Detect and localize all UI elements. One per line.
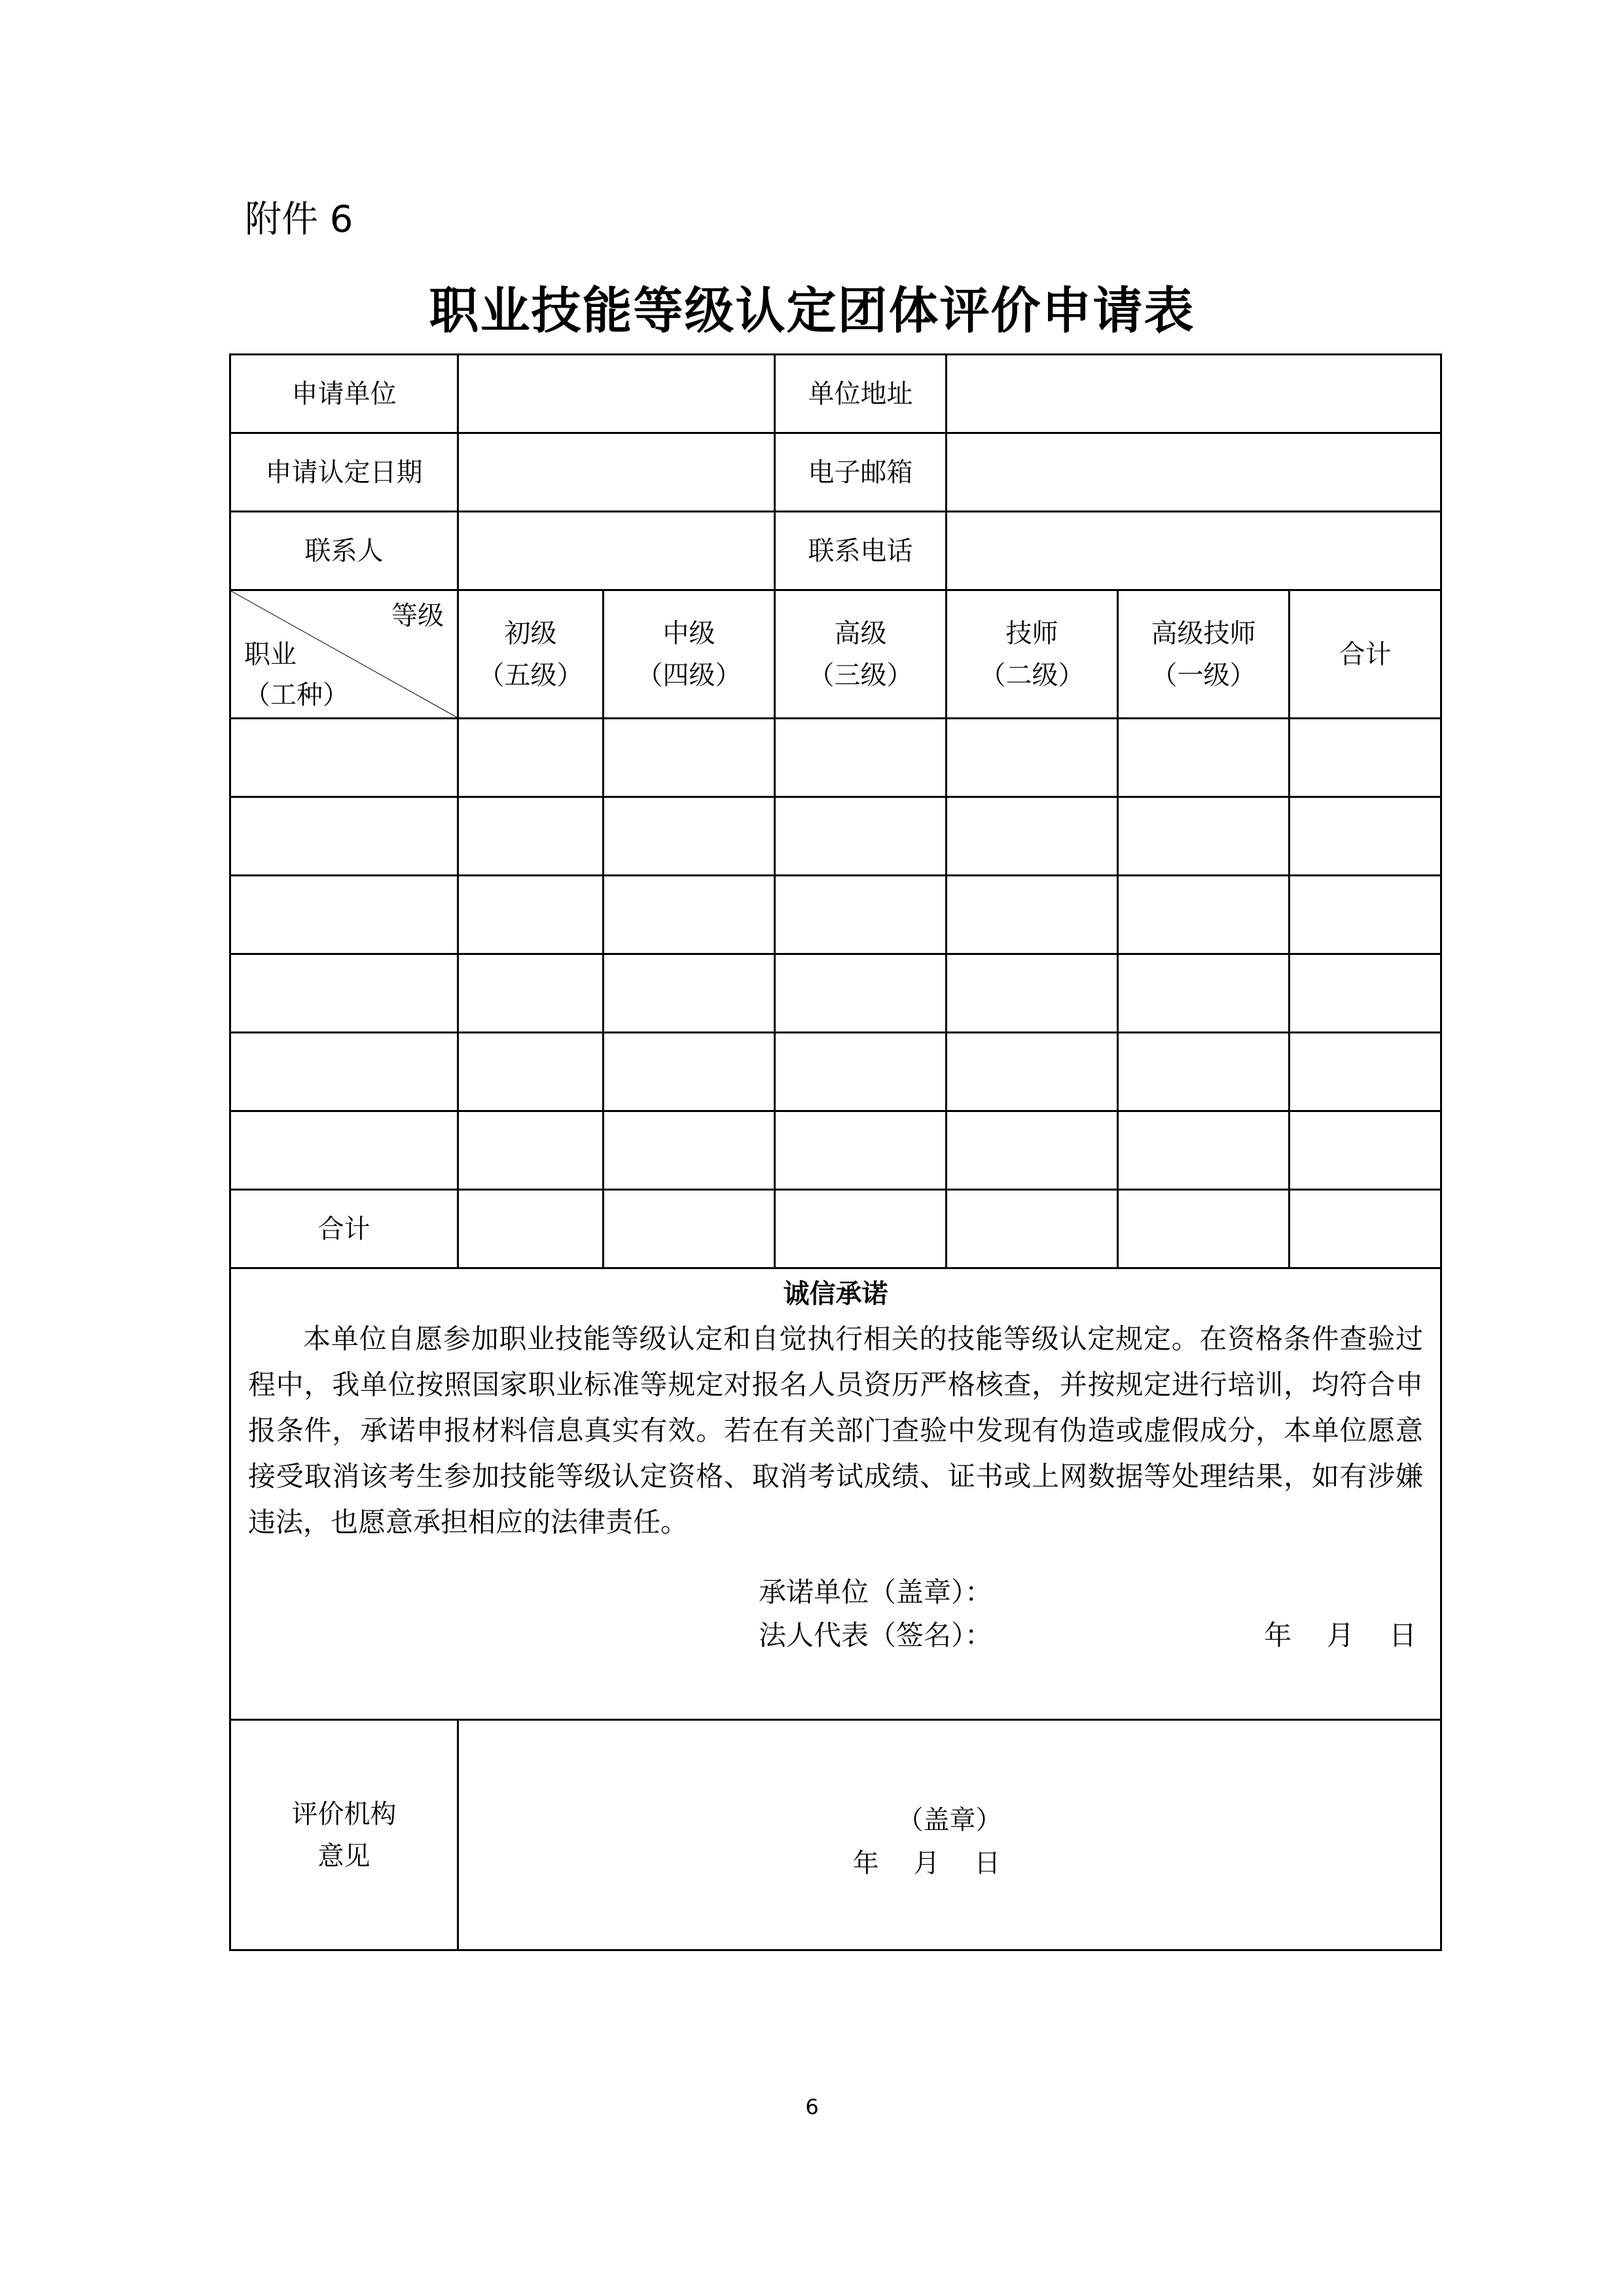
unit-address-field[interactable] xyxy=(947,355,1441,433)
occupation-cell[interactable] xyxy=(230,954,458,1033)
table-row xyxy=(230,876,1441,954)
level-header-technician xyxy=(947,590,1118,719)
evaluation-date: 年 月 日 xyxy=(852,1848,1001,1878)
table-cell[interactable] xyxy=(458,954,604,1033)
contact-person-field[interactable] xyxy=(458,512,775,590)
level-header-primary xyxy=(458,590,604,719)
table-cell[interactable] xyxy=(775,1190,947,1268)
table-cell[interactable] xyxy=(775,719,947,797)
table-cell[interactable] xyxy=(1118,719,1290,797)
table-cell[interactable] xyxy=(604,1033,775,1111)
page-number: 6 xyxy=(805,2094,819,2119)
table-cell[interactable] xyxy=(1290,1190,1441,1268)
table-cell[interactable] xyxy=(947,1033,1118,1111)
total-header: 合计 xyxy=(1290,590,1441,719)
corner-occupation-text: 职业 xyxy=(244,639,297,670)
occupation-cell[interactable] xyxy=(230,719,458,797)
table-cell[interactable] xyxy=(775,1033,947,1111)
pledge-text: 本单位自愿参加职业技能等级认定和自觉执行相关的技能等级认定规定。在资格条件查验过程中，我单位按照国家职业标准等规定对报名人员资历严格核查，并按规定进行培训，均符合申报条件，承诺申报材料信息真实有效。若在有关部门查验中发现有伪造或虚假成分，本单位愿意接受取消该考生参加技能等级认定资格、取消考试成绩、证书或上网数据等处理结果，如有涉嫌违法，也愿意承担相应的法律责任。 xyxy=(248,1323,1423,1538)
evaluation-stamp-label: （盖章） xyxy=(897,1805,1002,1835)
table-cell[interactable] xyxy=(775,954,947,1033)
level-grade: （一级） xyxy=(1151,660,1256,691)
email-field[interactable] xyxy=(947,433,1441,512)
pledge-representative-label: 法人代表（签名）： xyxy=(759,1619,993,1651)
table-cell[interactable] xyxy=(1290,876,1441,954)
email-label: 电子邮箱 xyxy=(775,433,947,512)
table-cell[interactable] xyxy=(947,719,1118,797)
table-cell[interactable] xyxy=(604,719,775,797)
evaluation-row xyxy=(230,1720,1441,1950)
occupation-cell[interactable] xyxy=(230,1111,458,1190)
pledge-title: 诚信承诺 xyxy=(783,1278,888,1309)
table-row xyxy=(230,797,1441,876)
pledge-row xyxy=(230,1268,1441,1720)
level-name: 高级 xyxy=(834,618,887,649)
table-cell[interactable] xyxy=(458,719,604,797)
table-cell[interactable] xyxy=(604,1111,775,1190)
unit-address-label: 单位地址 xyxy=(775,355,947,433)
table-row xyxy=(230,1111,1441,1190)
table-cell[interactable] xyxy=(1118,1033,1290,1111)
pledge-cell xyxy=(230,1268,1441,1720)
level-grade: （二级） xyxy=(979,660,1085,691)
table-cell[interactable] xyxy=(947,1190,1118,1268)
table-cell[interactable] xyxy=(947,797,1118,876)
occupation-cell[interactable] xyxy=(230,1033,458,1111)
evaluation-opinion-cell[interactable] xyxy=(458,1720,1441,1950)
pledge-date: 年 月 日 xyxy=(1264,1619,1416,1651)
level-name: 初级 xyxy=(504,618,557,649)
table-cell[interactable] xyxy=(604,797,775,876)
applicant-unit-label: 申请单位 xyxy=(230,355,458,433)
table-cell[interactable] xyxy=(1290,1033,1441,1111)
level-grade: （三级） xyxy=(808,660,913,691)
table-cell[interactable] xyxy=(1290,1111,1441,1190)
table-cell[interactable] xyxy=(604,954,775,1033)
table-cell[interactable] xyxy=(947,876,1118,954)
table-cell[interactable] xyxy=(604,1190,775,1268)
occupation-cell[interactable] xyxy=(230,876,458,954)
info-row xyxy=(230,355,1441,433)
info-row xyxy=(230,433,1441,512)
table-cell[interactable] xyxy=(458,1111,604,1190)
table-cell[interactable] xyxy=(1118,954,1290,1033)
table-cell[interactable] xyxy=(458,1190,604,1268)
table-cell[interactable] xyxy=(604,876,775,954)
table-cell[interactable] xyxy=(458,876,604,954)
evaluation-label xyxy=(230,1720,458,1950)
table-cell[interactable] xyxy=(775,1111,947,1190)
application-date-label: 申请认定日期 xyxy=(230,433,458,512)
table-cell[interactable] xyxy=(1290,719,1441,797)
occupation-cell[interactable] xyxy=(230,797,458,876)
corner-level-label: 等级 xyxy=(391,601,444,631)
level-name: 技师 xyxy=(1005,618,1058,649)
attachment-label: 附件 6 xyxy=(245,198,353,241)
level-grade: （四级） xyxy=(636,660,742,691)
level-name: 中级 xyxy=(662,618,715,649)
corner-occupation-sub: （工种） xyxy=(244,680,349,710)
contact-phone-field[interactable] xyxy=(947,512,1441,590)
level-header-senior-technician xyxy=(1118,590,1290,719)
evaluation-label-line1: 评价机构 xyxy=(291,1799,397,1829)
info-row xyxy=(230,512,1441,590)
table-cell[interactable] xyxy=(458,1033,604,1111)
page-title: 职业技能等级认定团体评价申请表 xyxy=(429,281,1195,340)
table-row xyxy=(230,954,1441,1033)
level-grade: （五级） xyxy=(478,660,583,691)
corner-header-cell xyxy=(230,590,458,719)
evaluation-label-line2: 意见 xyxy=(317,1840,370,1871)
contact-phone-label: 联系电话 xyxy=(775,512,947,590)
table-cell[interactable] xyxy=(458,797,604,876)
application-form-table xyxy=(229,353,1442,1951)
table-cell[interactable] xyxy=(1290,954,1441,1033)
table-cell[interactable] xyxy=(775,797,947,876)
table-cell[interactable] xyxy=(947,1111,1118,1190)
table-row xyxy=(230,719,1441,797)
corner-occupation-label xyxy=(244,634,349,715)
total-row-label: 合计 xyxy=(230,1190,458,1268)
total-row xyxy=(230,1190,1441,1268)
table-cell[interactable] xyxy=(775,876,947,954)
table-cell[interactable] xyxy=(1118,1111,1290,1190)
applicant-unit-field[interactable] xyxy=(458,355,775,433)
level-header-intermediate xyxy=(604,590,775,719)
table-cell[interactable] xyxy=(1118,1190,1290,1268)
table-cell[interactable] xyxy=(1118,876,1290,954)
table-cell[interactable] xyxy=(1118,797,1290,876)
table-cell[interactable] xyxy=(1290,797,1441,876)
contact-person-label: 联系人 xyxy=(230,512,458,590)
table-cell[interactable] xyxy=(947,954,1118,1033)
grid-header-row xyxy=(230,590,1441,719)
level-header-advanced xyxy=(775,590,947,719)
table-row xyxy=(230,1033,1441,1111)
pledge-seal-label: 承诺单位（盖章）： xyxy=(759,1576,993,1608)
application-date-field[interactable] xyxy=(458,433,775,512)
level-name: 高级技师 xyxy=(1151,618,1256,649)
